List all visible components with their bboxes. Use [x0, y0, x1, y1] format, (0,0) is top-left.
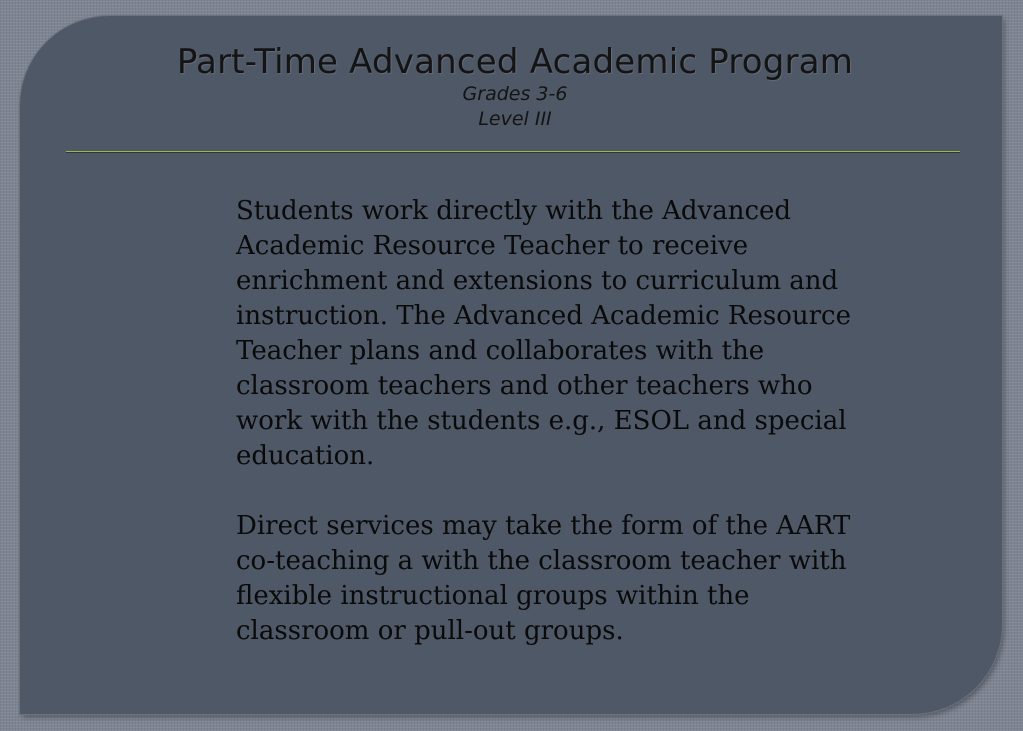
title-block: [20, 42, 1010, 132]
slide-content-panel: [20, 16, 1002, 714]
body-text-block: [236, 194, 956, 649]
slide-title: Part-Time Advanced Academic Program: [176, 42, 854, 82]
slide-subtitle-level: Level III: [478, 108, 552, 130]
body-paragraph-1: Students work directly with the Advanced Academic Resource Teacher to receive enrichment and extensions to curriculum and instruction. The Advanced Academic Resource Teacher plans and collaborates with the classroom teachers and other teachers who work with the students e.g., ESOL and special education.: [236, 196, 851, 471]
title-divider: [66, 151, 960, 152]
body-paragraph-2: Direct services may take the form of the AART co-teaching a with the classroom teacher with flexible instructional groups within the classroom or pull-out groups.: [236, 511, 851, 646]
slide-subtitle-grades: Grades 3-6: [462, 83, 568, 105]
